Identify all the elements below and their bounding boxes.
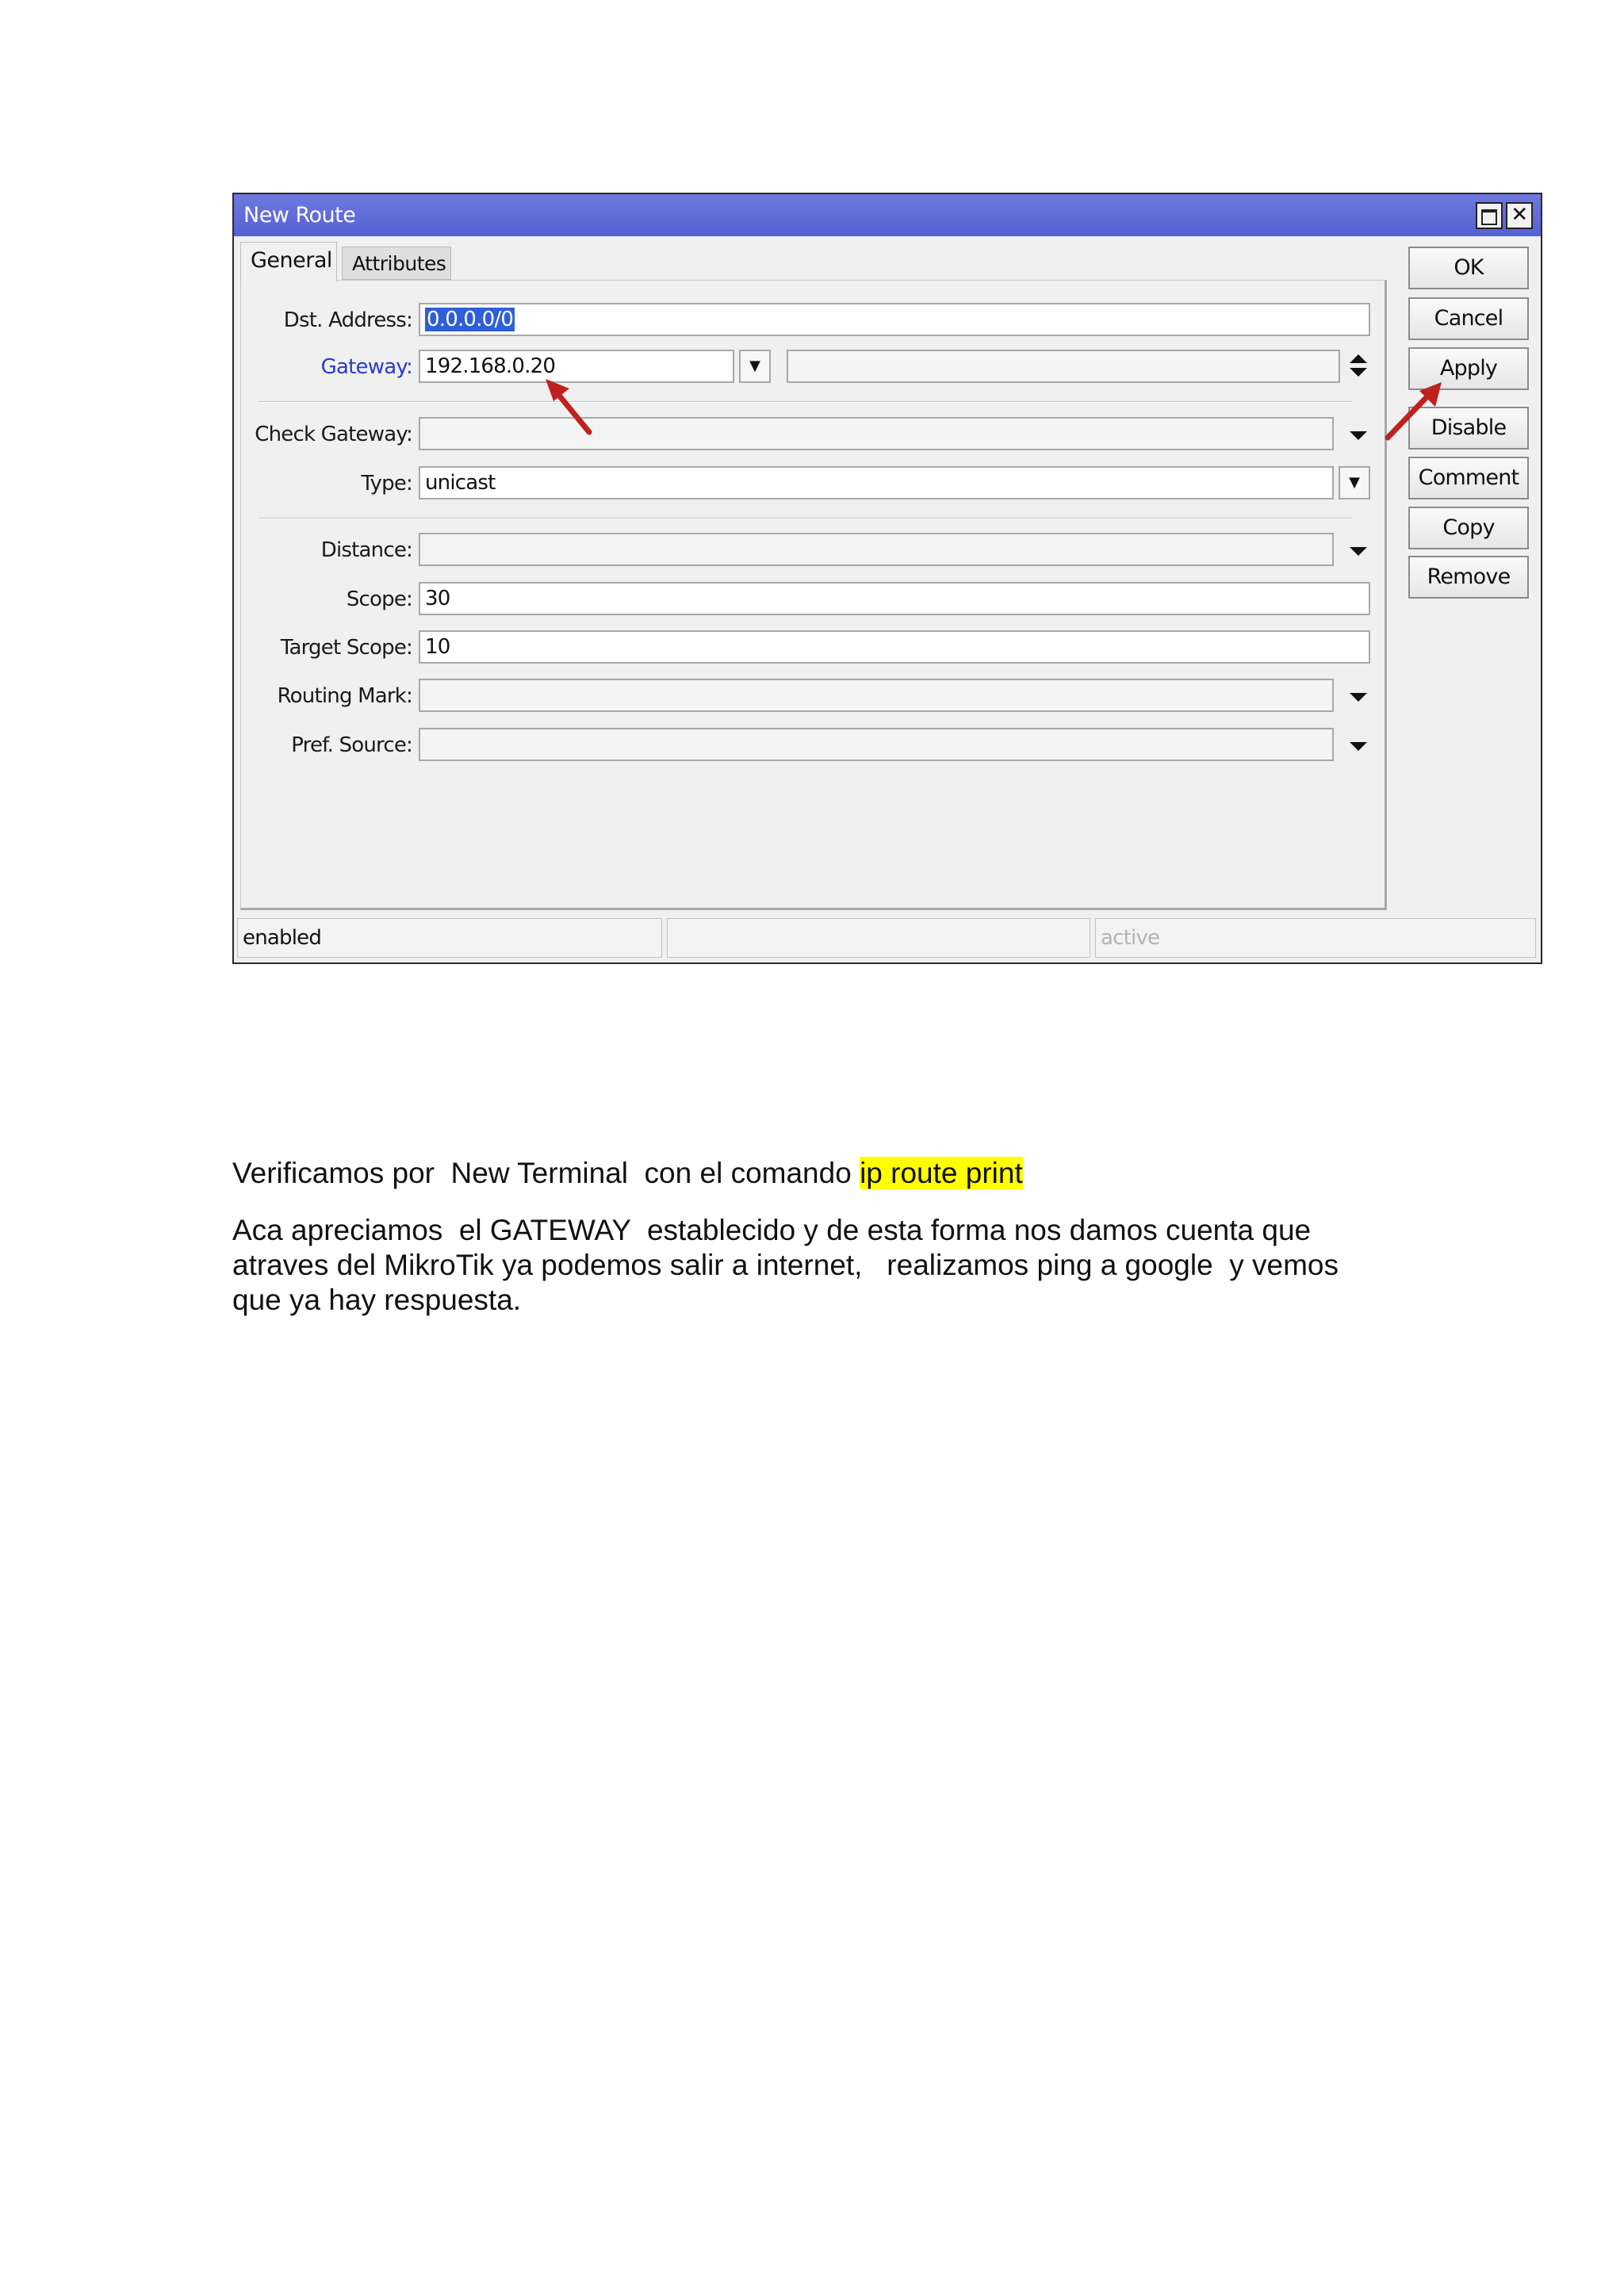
dropdown-arrow-icon[interactable]: [1350, 693, 1367, 702]
section-divider: [259, 401, 1353, 403]
target-scope-value: 10: [425, 635, 450, 659]
apply-button[interactable]: Apply: [1408, 347, 1529, 390]
gateway-input[interactable]: [419, 350, 734, 383]
target-scope-label: Target Scope:: [280, 636, 412, 660]
dialog-title: New Route: [243, 203, 356, 228]
dst-address-input[interactable]: [419, 303, 1370, 336]
dropdown-arrow-icon[interactable]: [1350, 431, 1367, 440]
gateway-label: Gateway:: [320, 355, 412, 379]
routing-mark-select[interactable]: [419, 679, 1334, 712]
dst-address-label: Dst. Address:: [283, 308, 412, 332]
dialog-titlebar[interactable]: [234, 194, 1541, 236]
close-button[interactable]: [1506, 202, 1533, 229]
distance-label: Distance:: [320, 538, 412, 562]
routing-mark-row: [241, 679, 1385, 714]
copy-button[interactable]: Copy: [1408, 507, 1529, 549]
section-divider: [259, 518, 1353, 519]
gateway-second-input[interactable]: [787, 350, 1340, 383]
target-scope-row: [241, 630, 1385, 665]
type-label: Type:: [361, 472, 412, 496]
dst-address-value: 0.0.0.0/0: [427, 308, 514, 331]
dropdown-arrow-icon[interactable]: [1350, 547, 1367, 556]
tab-attributes[interactable]: Attributes: [342, 247, 451, 280]
ok-button[interactable]: OK: [1408, 247, 1529, 289]
type-value: unicast: [425, 471, 496, 495]
remove-button[interactable]: Remove: [1408, 556, 1529, 599]
routing-mark-label: Routing Mark:: [277, 684, 412, 708]
dropdown-icon: ▼: [1349, 474, 1360, 491]
verification-line: [232, 1156, 1023, 1191]
disable-button[interactable]: Disable: [1408, 407, 1529, 450]
verification-text: Verificamos por New Terminal con el comando: [232, 1157, 860, 1189]
maximize-button[interactable]: [1476, 202, 1503, 229]
maximize-icon: [1481, 209, 1497, 225]
add-remove-icon[interactable]: [1350, 354, 1367, 380]
gateway-explanation-line-2: atraves del MikroTik ya podemos salir a internet, realizamos ping a google y vemos: [232, 1249, 1339, 1281]
comment-button[interactable]: Comment: [1408, 457, 1529, 499]
cancel-button[interactable]: Cancel: [1408, 297, 1529, 340]
status-middle: [667, 918, 1090, 958]
pref-source-select[interactable]: [419, 728, 1334, 761]
check-gateway-select[interactable]: [419, 417, 1334, 450]
scope-input[interactable]: [419, 582, 1370, 615]
type-select[interactable]: [419, 466, 1334, 499]
scope-row: [241, 582, 1385, 617]
new-route-dialog: [232, 193, 1542, 964]
status-enabled: enabled: [237, 918, 662, 958]
highlighted-command: ip route print: [860, 1157, 1023, 1189]
type-row: [241, 466, 1385, 501]
gateway-value: 192.168.0.20: [425, 354, 556, 378]
gateway-explanation-line-3: que ya hay respuesta.: [232, 1284, 522, 1316]
tab-general[interactable]: General: [240, 242, 337, 281]
type-dropdown-button[interactable]: [1339, 466, 1370, 499]
check-gateway-label: Check Gateway:: [255, 423, 412, 446]
dropdown-icon: ▼: [749, 358, 760, 374]
scope-label: Scope:: [346, 587, 412, 611]
check-gateway-row: [241, 417, 1385, 452]
gateway-explanation-line-1: Aca apreciamos el GATEWAY establecido y de esta forma nos damos cuenta que: [232, 1214, 1312, 1246]
scope-value: 30: [425, 587, 450, 610]
distance-row: [241, 533, 1385, 568]
target-scope-input[interactable]: [419, 630, 1370, 664]
dst-address-row: [241, 303, 1385, 338]
pref-source-label: Pref. Source:: [291, 733, 412, 757]
distance-input[interactable]: [419, 533, 1334, 566]
pref-source-row: [241, 728, 1385, 763]
status-active: active: [1095, 918, 1536, 958]
gateway-dropdown-button[interactable]: [739, 350, 771, 383]
general-panel: [240, 280, 1387, 910]
close-icon: ✕: [1511, 203, 1528, 227]
dropdown-arrow-icon[interactable]: [1350, 742, 1367, 751]
gateway-row: [241, 350, 1385, 385]
